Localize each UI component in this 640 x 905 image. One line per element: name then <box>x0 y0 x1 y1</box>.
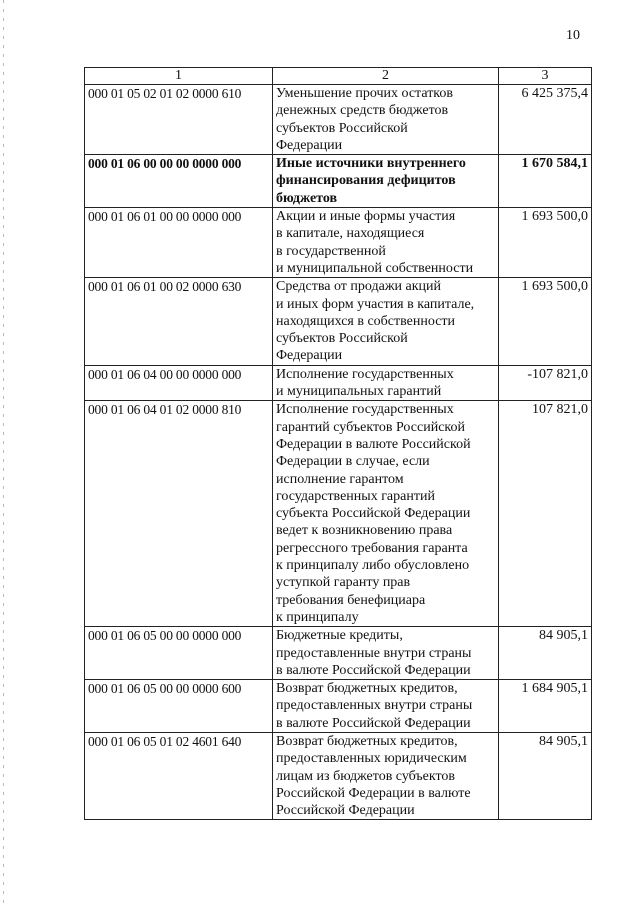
page-number: 10 <box>566 28 580 43</box>
row-description: Исполнение государственных и муниципальных гарантий <box>273 365 499 401</box>
page-edge-artifact <box>3 0 4 905</box>
budget-sources-table <box>84 67 592 820</box>
row-amount: 84 905,1 <box>499 627 592 680</box>
row-amount: 84 905,1 <box>499 732 592 819</box>
row-description: Средства от продажи акций и иных форм участия в капитале, находящихся в собственности субъектов Российской Федерации <box>273 278 499 365</box>
table-row <box>85 85 592 155</box>
column-header-code: 1 <box>85 68 273 85</box>
row-description: Иные источники внутреннего финансирования дефицитов бюджетов <box>273 155 499 208</box>
table-row <box>85 208 592 278</box>
row-amount: 1 693 500,0 <box>499 278 592 365</box>
row-description: Возврат бюджетных кредитов, предоставленных внутри страны в валюте Российской Федерации <box>273 680 499 733</box>
row-code: 000 01 06 01 00 00 0000 000 <box>85 208 273 278</box>
row-amount: 1 670 584,1 <box>499 155 592 208</box>
row-code: 000 01 06 04 01 02 0000 810 <box>85 401 273 627</box>
row-amount: 1 693 500,0 <box>499 208 592 278</box>
row-amount: 6 425 375,4 <box>499 85 592 155</box>
row-description: Акции и иные формы участия в капитале, находящиеся в государственной и муниципальной собственности <box>273 208 499 278</box>
table-row <box>85 155 592 208</box>
table-header-row <box>85 68 592 85</box>
row-amount: 1 684 905,1 <box>499 680 592 733</box>
row-code: 000 01 06 04 00 00 0000 000 <box>85 365 273 401</box>
row-amount: 107 821,0 <box>499 401 592 627</box>
row-description: Бюджетные кредиты, предоставленные внутри страны в валюте Российской Федерации <box>273 627 499 680</box>
table-row <box>85 732 592 819</box>
row-code: 000 01 06 05 01 02 4601 640 <box>85 732 273 819</box>
row-code: 000 01 06 01 00 02 0000 630 <box>85 278 273 365</box>
table-row <box>85 627 592 680</box>
row-amount: -107 821,0 <box>499 365 592 401</box>
row-code: 000 01 06 05 00 00 0000 600 <box>85 680 273 733</box>
row-code: 000 01 06 00 00 00 0000 000 <box>85 155 273 208</box>
table-row <box>85 401 592 627</box>
row-code: 000 01 06 05 00 00 0000 000 <box>85 627 273 680</box>
row-code: 000 01 05 02 01 02 0000 610 <box>85 85 273 155</box>
table-row <box>85 278 592 365</box>
row-description: Возврат бюджетных кредитов, предоставленных юридическим лицам из бюджетов субъектов Российской Федерации в валюте Российской Федерации <box>273 732 499 819</box>
column-header-amount: 3 <box>499 68 592 85</box>
row-description: Уменьшение прочих остатков денежных средств бюджетов субъектов Российской Федерации <box>273 85 499 155</box>
column-header-description: 2 <box>273 68 499 85</box>
table-row <box>85 680 592 733</box>
row-description: Исполнение государственных гарантий субъектов Российской Федерации в валюте Российской Федерации в случае, если исполнение гарантом государственных гарантий субъекта Российской Федерации ведет к возникновению права регрессного требования гаранта к принципалу либо обусловлено уступкой гаранту прав требования бенефициара к принципалу <box>273 401 499 627</box>
table-row <box>85 365 592 401</box>
